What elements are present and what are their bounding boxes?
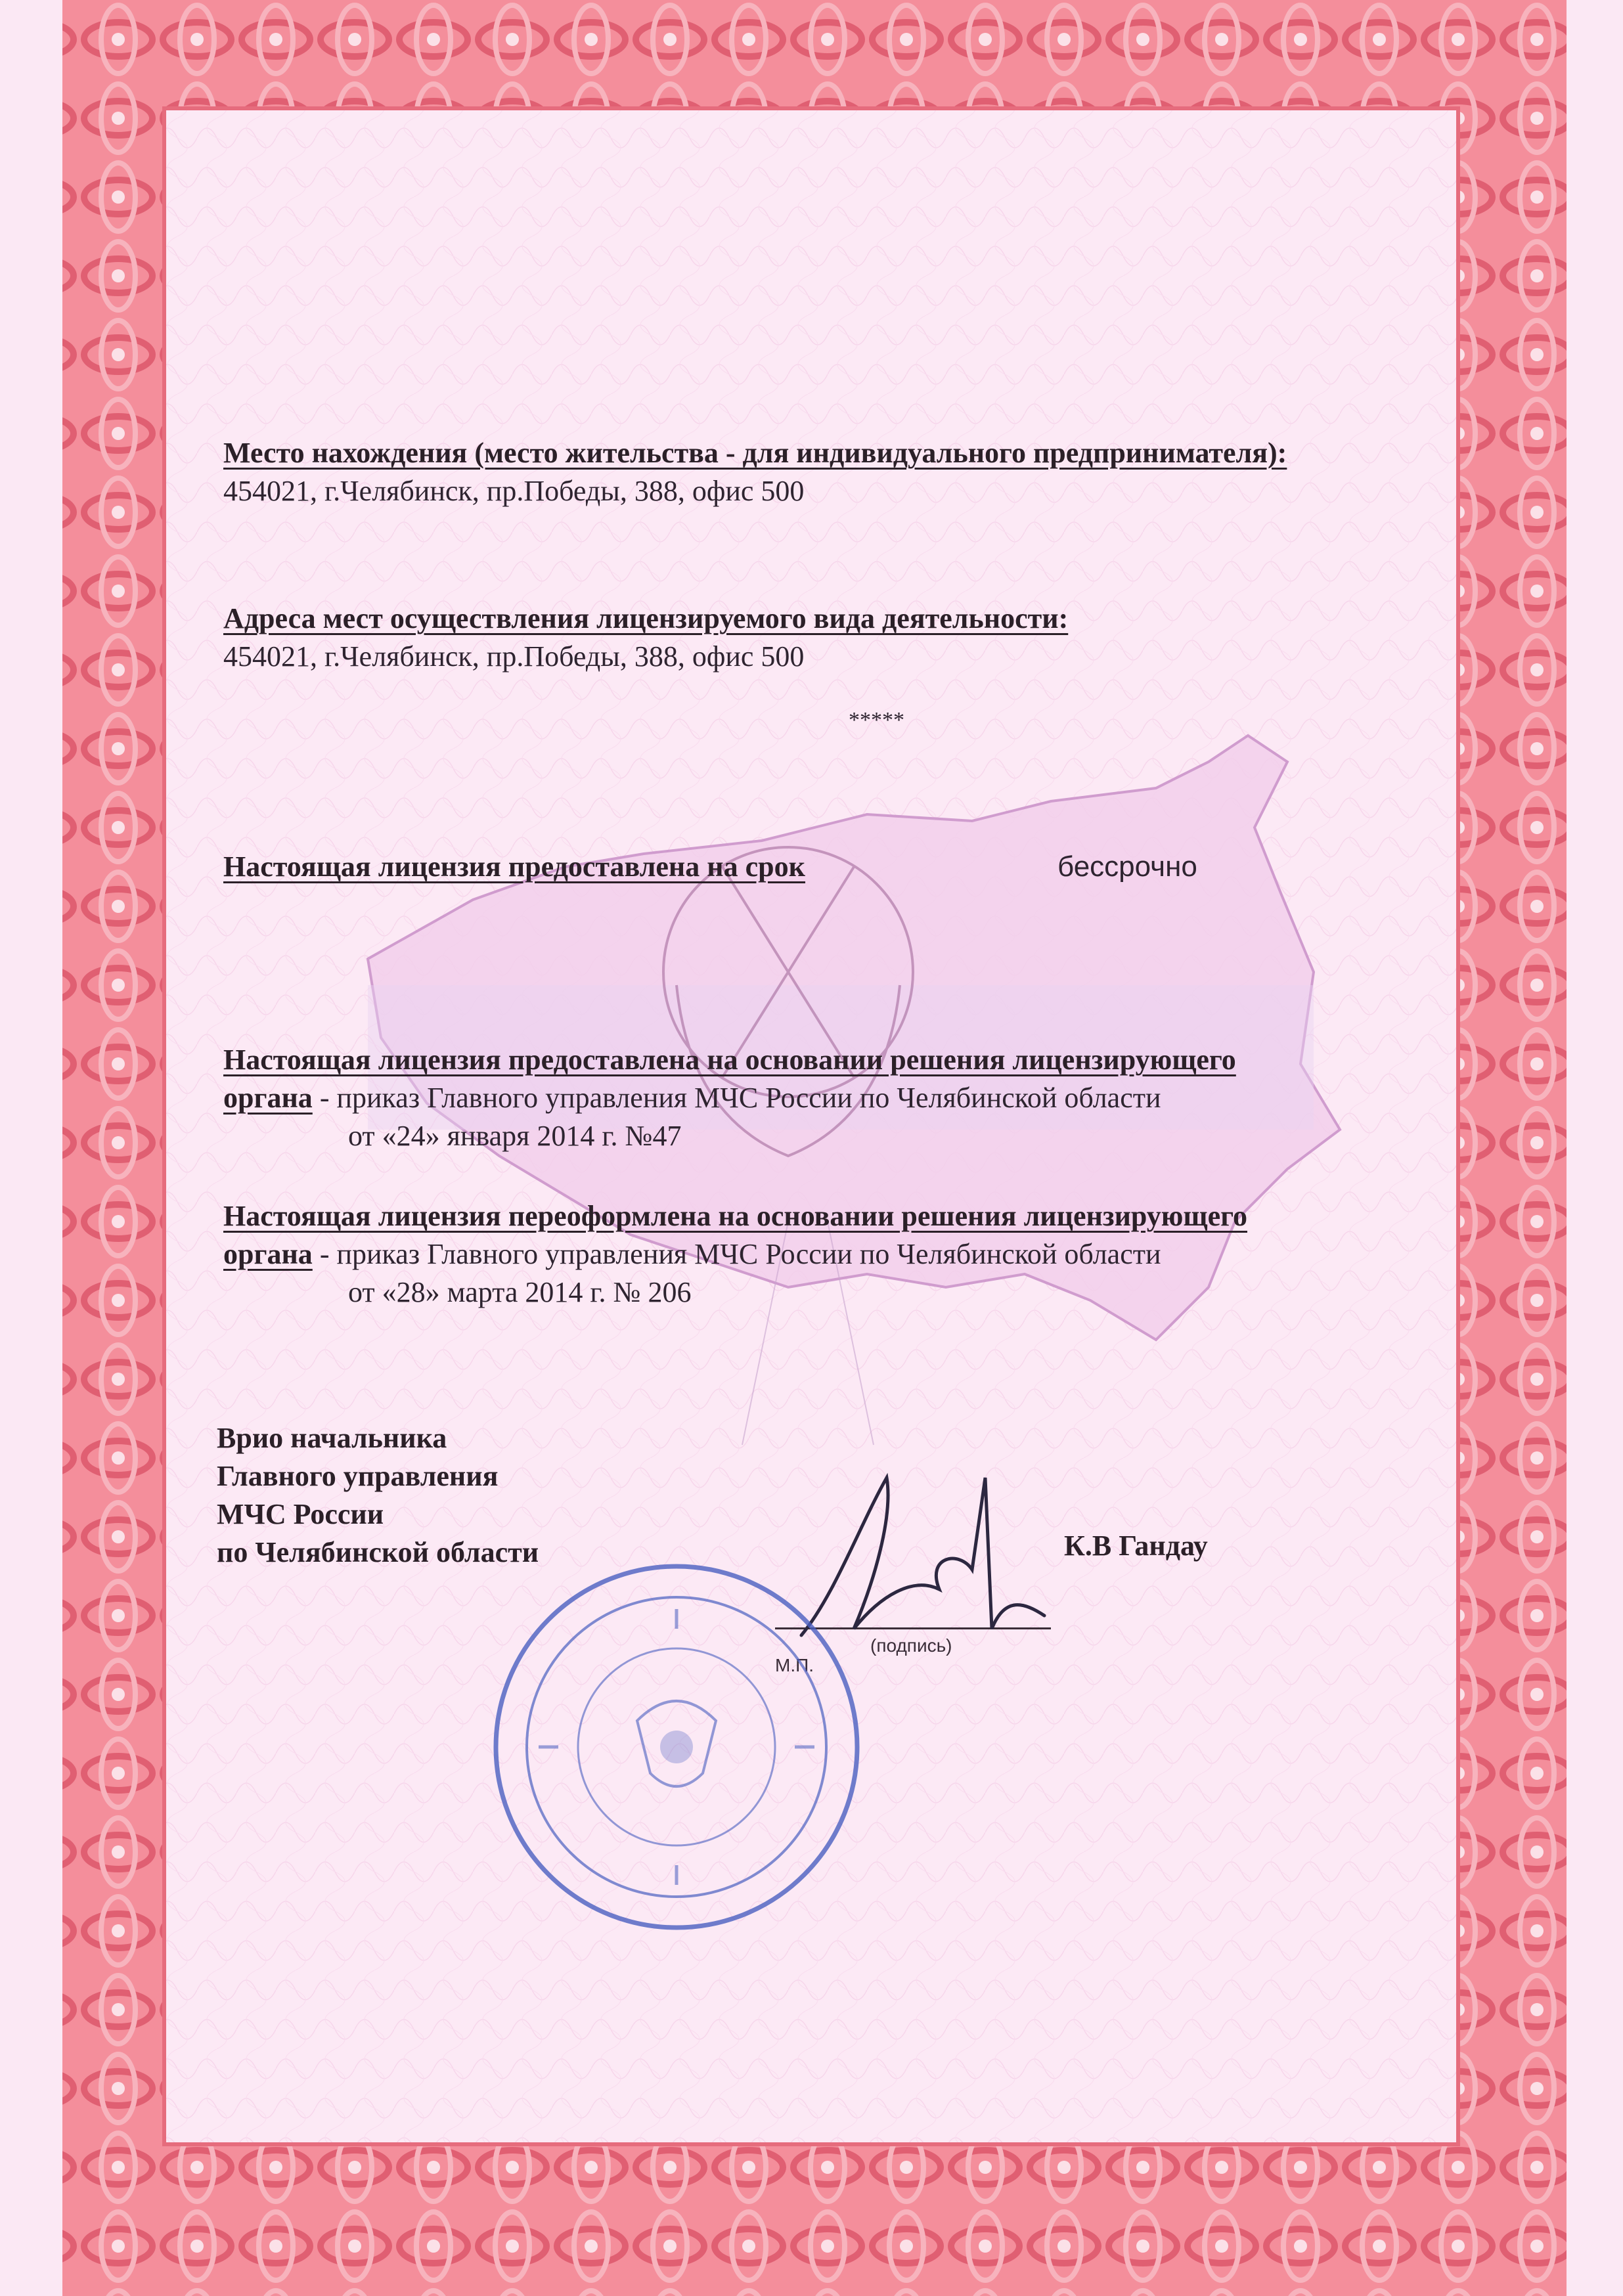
- location-value: 454021, г.Челябинск, пр.Победы, 388, офис 500: [223, 475, 805, 507]
- basis-granted-line2: [223, 1084, 1161, 1113]
- basis-granted-text-line2: от «24» января 2014 г. №47: [348, 1120, 682, 1152]
- signatory-position-line3: МЧС России: [217, 1498, 384, 1530]
- basis-reissued-label-line1: Настоящая лицензия переоформлена на основании решения лицензирующего: [223, 1200, 1247, 1232]
- location-label: Место нахождения (место жительства - для индивидуального предпринимателя):: [223, 437, 1287, 469]
- activity-address-label: Адреса мест осуществления лицензируемого вида деятельности:: [223, 602, 1069, 634]
- basis-reissued-text-line2: от «28» марта 2014 г. № 206: [348, 1276, 692, 1308]
- signature-caption: (подпись): [870, 1635, 952, 1656]
- basis-reissued-line2: [223, 1240, 1161, 1269]
- signatory-position-line4: по Челябинской области: [217, 1536, 539, 1568]
- activity-address-value: 454021, г.Челябинск, пр.Победы, 388, офис 500: [223, 640, 805, 673]
- basis-reissued-label-line2: органа: [223, 1238, 313, 1270]
- basis-granted-label-line2: органа: [223, 1082, 313, 1114]
- term-label: Настоящая лицензия предоставлена на срок: [223, 850, 805, 883]
- term-value: бессрочно: [1057, 850, 1197, 883]
- stamp-label: М.П.: [775, 1655, 814, 1675]
- official-seal: [486, 1556, 867, 1937]
- signatory-position-line2: Главного управления: [217, 1460, 499, 1492]
- basis-reissued-text-line1: - приказ Главного управления МЧС России по Челябинской области: [312, 1238, 1161, 1270]
- signatory-name: К.В Гандау: [1064, 1530, 1208, 1562]
- signatory-position-line1: Врио начальника: [217, 1422, 447, 1454]
- basis-granted-text-line1: - приказ Главного управления МЧС России по Челябинской области: [312, 1082, 1161, 1114]
- basis-granted-label-line1: Настоящая лицензия предоставлена на основании решения лицензирующего: [223, 1044, 1236, 1076]
- separator-stars: *****: [849, 708, 904, 732]
